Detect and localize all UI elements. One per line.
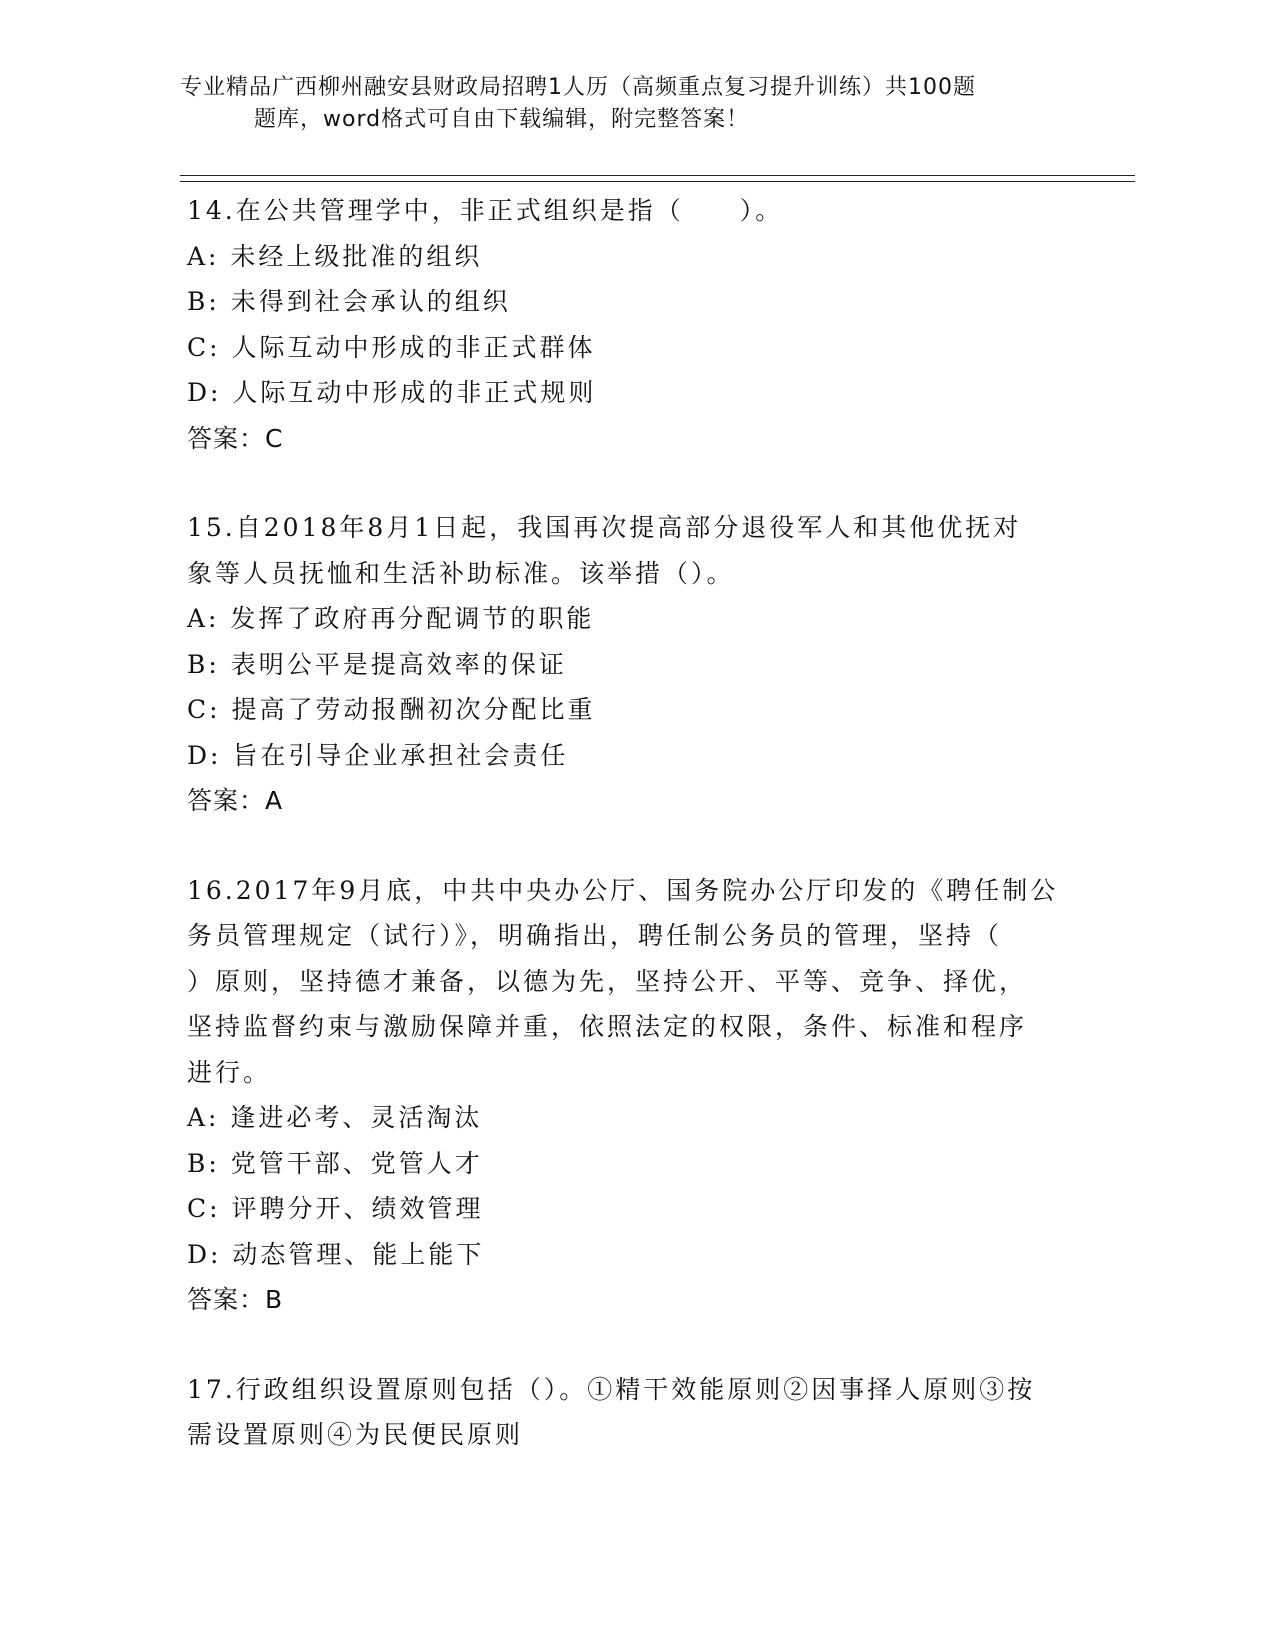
option-d: D: 动态管理、能上能下 <box>187 1239 485 1269</box>
header-line-2: 题库，word格式可自由下载编辑，附完整答案！ <box>254 107 750 132</box>
question-stem: 坚持监督约束与激励保障并重，依照法定的权限，条件、标准和程序 <box>187 1012 1028 1041</box>
option-c: C: 评聘分开、绩效管理 <box>187 1194 484 1223</box>
option-d: D: 旨在引导企业承担社会责任 <box>187 740 569 770</box>
question-stem: 14.在公共管理学中，非正式组织是指（ ）。 <box>187 196 784 225</box>
question-stem: ）原则，坚持德才兼备，以德为先，坚持公开、平等、竞争、择优， <box>187 966 1028 996</box>
question-stem: 17.行政组织设置原则包括（）。①精干效能原则②因事择人原则③按 <box>187 1374 1036 1404</box>
question-14 <box>187 188 1087 461</box>
question-stem: 进行。 <box>187 1057 272 1087</box>
question-16 <box>187 868 1087 1323</box>
spacer <box>187 1323 1087 1367</box>
header-divider-bottom <box>180 181 1135 182</box>
question-stem: 象等人员抚恤和生活补助标准。该举措（）。 <box>187 558 735 588</box>
header-divider-top <box>180 175 1135 176</box>
answer: 答案：A <box>187 786 284 815</box>
option-a: A: 逢进必考、灵活淘汰 <box>187 1103 483 1132</box>
option-a: A: 发挥了政府再分配调节的职能 <box>187 604 595 633</box>
document-header <box>180 72 1040 136</box>
option-a: A: 未经上级批准的组织 <box>187 241 483 271</box>
question-15 <box>187 505 1087 824</box>
question-stem: 16.2017年9月底，中共中央办公厅、国务院办公厅印发的《聘任制公 <box>187 875 1059 905</box>
option-d: D: 人际互动中形成的非正式规则 <box>187 378 597 407</box>
option-b: B: 党管干部、党管人才 <box>187 1148 483 1178</box>
answer: 答案：B <box>187 1285 284 1314</box>
question-stem: 15.自2018年8月1日起，我国再次提高部分退役军人和其他优抚对 <box>187 513 1022 542</box>
question-17 <box>187 1367 1087 1458</box>
question-stem: 需设置原则④为民便民原则 <box>187 1420 524 1449</box>
header-line-1: 专业精品广西柳州融安县财政局招聘1人历（高频重点复习提升训练）共100题 <box>180 75 976 100</box>
option-c: C: 提高了劳动报酬初次分配比重 <box>187 695 596 724</box>
question-stem: 务员管理规定（试行）》，明确指出，聘任制公务员的管理，坚持（ <box>187 921 1003 950</box>
question-list <box>187 188 1087 1458</box>
spacer <box>187 824 1087 868</box>
option-b: B: 未得到社会承认的组织 <box>187 287 511 316</box>
option-c: C: 人际互动中形成的非正式群体 <box>187 332 596 362</box>
spacer <box>187 461 1087 505</box>
answer: 答案：C <box>187 423 284 453</box>
option-b: B: 表明公平是提高效率的保证 <box>187 649 567 679</box>
